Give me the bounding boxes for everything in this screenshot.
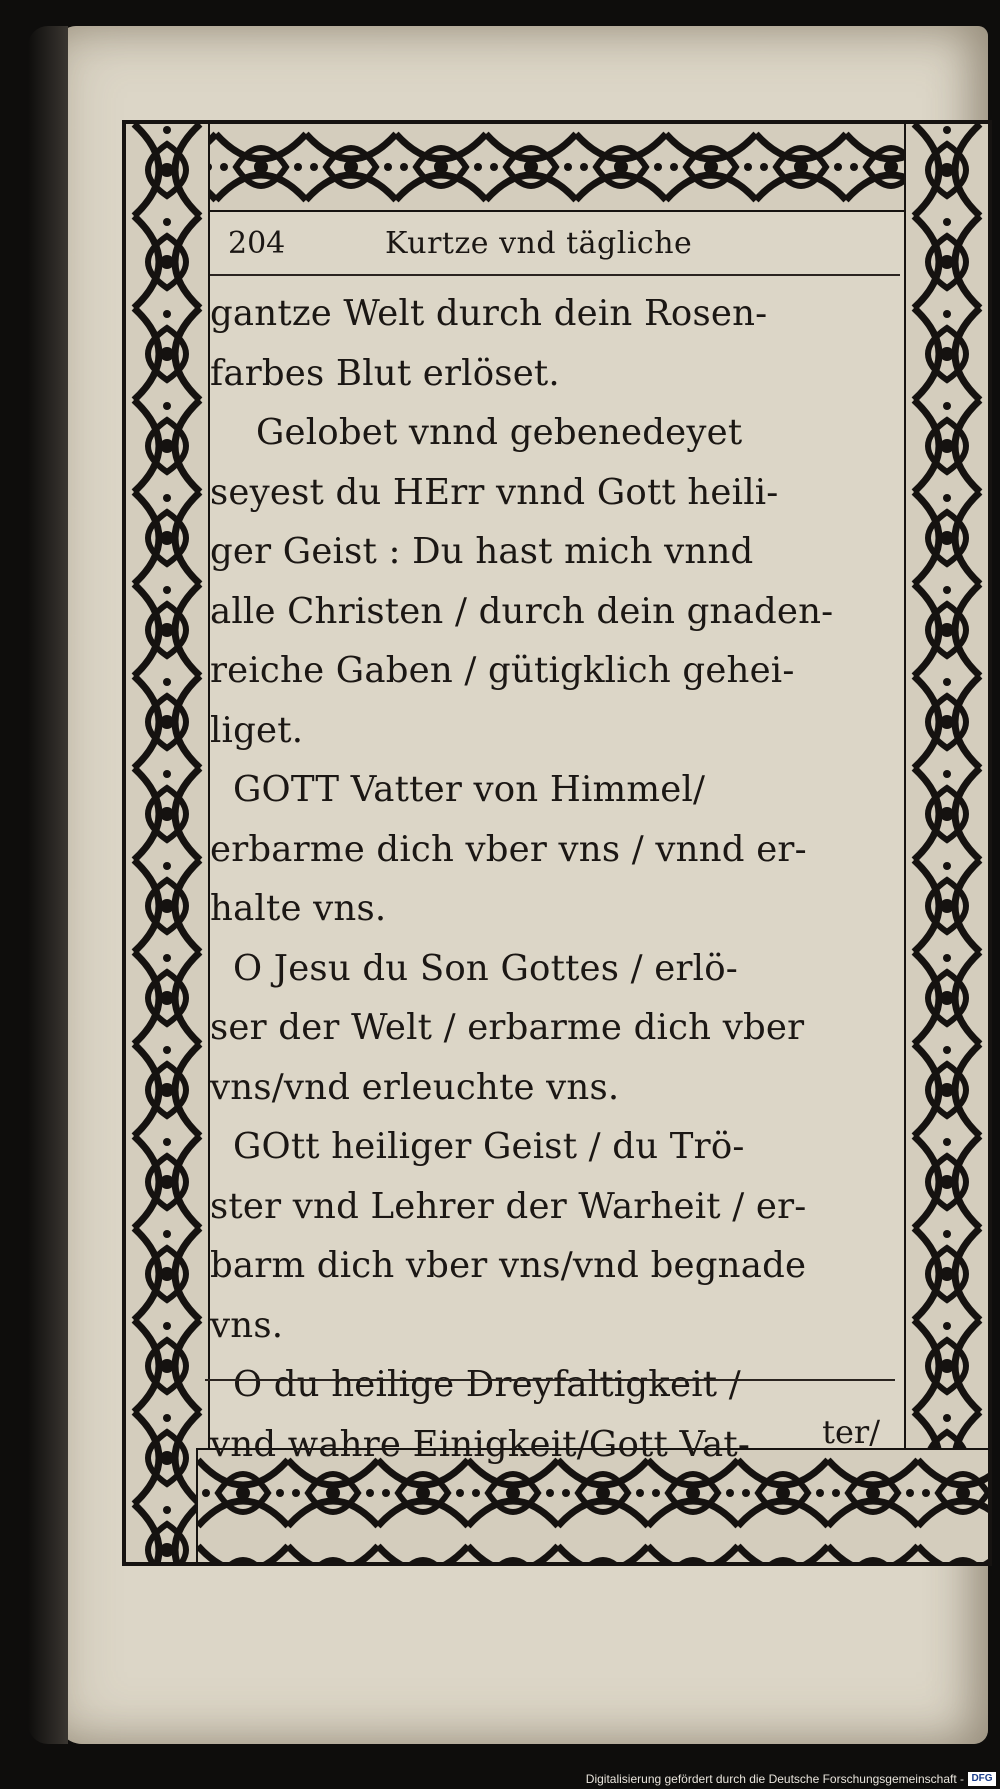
text-line: liget. <box>210 709 304 751</box>
dfg-logo: DFG <box>968 1772 996 1786</box>
text-line: seyest du HErr vnnd Gott heili- <box>210 471 779 513</box>
running-title: Kurtze vnd tägliche <box>385 226 693 261</box>
text-line: alle Christen / durch dein gnaden- <box>210 590 834 632</box>
text-line: vnd wahre Einigkeit/Gott Vat- <box>210 1423 751 1465</box>
ornament-pattern-top <box>126 124 988 210</box>
credit-text: Digitalisierung gefördert durch die Deutsche Forschungsgemeinschaft - <box>585 1772 964 1786</box>
text-line: farbes Blut erlöset. <box>210 352 560 394</box>
ornament-band-right <box>904 122 990 1564</box>
digitization-credit <box>0 1769 1000 1789</box>
text-line: vns/vnd erleuchte vns. <box>210 1066 620 1108</box>
text-line: barm dich vber vns/vnd begnade <box>210 1245 807 1286</box>
text-line: GOtt heiliger Geist / du Trö- <box>210 1126 745 1167</box>
ornament-pattern-left <box>126 124 208 1562</box>
text-line: gantze Welt durch dein Rosen- <box>210 293 768 334</box>
body-text <box>210 284 900 1474</box>
ornament-pattern-right <box>906 124 988 1562</box>
text-line: GOTT Vatter von Himmel/ <box>210 769 706 810</box>
running-head <box>210 214 900 276</box>
text-line: O Jesu du Son Gottes / erlö- <box>210 947 738 989</box>
text-line: ser der Welt / erbarme dich vber <box>210 1007 805 1048</box>
text-line: ger Geist : Du hast mich vnnd <box>210 531 754 572</box>
page-number: 204 <box>228 226 286 261</box>
text-line: ster vnd Lehrer der Warheit / er- <box>210 1185 807 1227</box>
catchword: ter/ <box>822 1413 880 1451</box>
ornament-band-top <box>124 122 990 212</box>
text-line: halte vns. <box>210 888 387 929</box>
ornament-band-left <box>124 122 210 1564</box>
bottom-rule <box>205 1379 895 1381</box>
text-line: O du heilige Dreyfaltigkeit / <box>210 1364 741 1405</box>
text-line: reiche Gaben / gütigklich gehei- <box>210 650 795 691</box>
text-line: erbarme dich vber vns / vnnd er- <box>210 828 807 870</box>
text-line: Gelobet vnnd gebenedeyet <box>210 412 743 453</box>
text-block <box>210 214 900 1514</box>
text-line: vns. <box>210 1304 284 1346</box>
